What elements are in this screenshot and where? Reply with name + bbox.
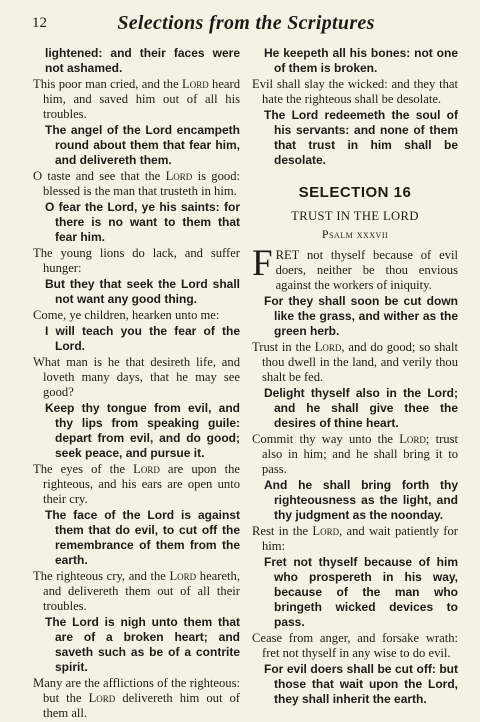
selection-subtitle: TRUST IN THE LORD xyxy=(291,209,419,223)
verse-text: Rest in the xyxy=(252,524,313,538)
response-verse: For they shall soon be cut down like the grass, and wither as the green herb. xyxy=(264,294,458,338)
verse-text: Come, ye children, hearken unto me: xyxy=(33,308,220,322)
leader-verse xyxy=(33,355,240,400)
response-verse: O fear the Lord, ye his saints: for there is no want to them that fear him. xyxy=(45,200,240,244)
verse-text: are upon the righteous, and his ears are open unto their cry. xyxy=(43,462,240,506)
verse-text: What man is he that desireth life, and loveth many days, that he may see good? xyxy=(33,355,240,399)
leader-verse xyxy=(33,246,240,276)
verse-text: The righteous cry, and the xyxy=(33,569,170,583)
response-verse: For evil doers shall be cut off: but those that wait upon the Lord, they shall inherit the earth. xyxy=(264,662,458,706)
response-verse: He keepeth all his bones: not one of them is broken. xyxy=(264,46,458,75)
response-verse: The face of the Lord is against them that do evil, to cut off the remembrance of them from the earth. xyxy=(45,508,240,567)
response-verse: lightened: and their faces were not ashamed. xyxy=(45,46,240,75)
leader-verse xyxy=(252,340,458,385)
verse-text: , and do good; so shalt thou dwell in the land, and verily thou shalt be fed. xyxy=(262,340,458,384)
response-verse: Delight thyself also in the Lord; and he shall give thee the desires of thine heart. xyxy=(264,386,458,430)
selection-psalm: Psalm xxxvii xyxy=(321,227,389,241)
verse-text: Trust in the xyxy=(252,340,315,354)
leader-verse xyxy=(252,631,458,661)
response-verse: The Lord redeemeth the soul of his servants: and none of them that trust in him shall be desolate. xyxy=(264,108,458,167)
leader-verse xyxy=(33,169,240,199)
small-caps-lord: Lord xyxy=(314,340,342,354)
small-caps-lord: Lord xyxy=(133,462,160,476)
page-header xyxy=(32,12,460,38)
left-verse-list xyxy=(33,46,240,721)
verse-text: Cease from anger, and forsake wrath: fret not thyself in any wise to do evil. xyxy=(252,631,458,660)
verse-text: heard him, and saved him out of all his troubles. xyxy=(43,77,240,121)
right-verse-list-bottom xyxy=(252,243,458,707)
selection-heading: SELECTION 16 xyxy=(298,184,412,201)
small-caps-lord: Lord xyxy=(88,691,116,705)
small-caps-lord: Lord xyxy=(399,432,426,446)
response-verse: And he shall bring forth thy righteousness as the light, and thy judgment as the noonday. xyxy=(264,478,458,522)
verse-text: ; trust also in him; and he shall bring it to pass. xyxy=(262,432,458,476)
response-verse: The Lord is nigh unto them that are of a broken heart; and saveth such as be of a contrite spirit. xyxy=(45,615,240,674)
leader-verse xyxy=(252,243,458,293)
page-number: 12 xyxy=(32,15,47,31)
left-column xyxy=(33,46,240,722)
right-verse-list-top xyxy=(252,46,458,168)
verse-text: Evil shall slay the wicked: and they that hate the righteous shall be desolate. xyxy=(252,77,458,106)
response-verse: Keep thy tongue from evil, and thy lips from speaking guile: depart from evil, and do good; seek peace, and pursue it. xyxy=(45,401,240,460)
leader-verse xyxy=(252,524,458,554)
small-caps-lord: Lord xyxy=(312,524,340,538)
verse-text: delivereth him out of them all. xyxy=(43,691,240,720)
right-column xyxy=(252,46,458,708)
verse-text: Many are the afflictions of the righteous: but the xyxy=(33,676,240,705)
leader-verse xyxy=(33,462,240,507)
leader-verse xyxy=(33,308,240,323)
running-title: Selections from the Scriptures xyxy=(117,12,375,34)
leader-verse xyxy=(33,77,240,122)
verse-text: The young lions do lack, and suffer hunger: xyxy=(33,246,240,275)
small-caps-lord: Lord xyxy=(182,77,209,91)
drop-cap: F xyxy=(252,243,273,284)
response-verse: The angel of the Lord encampeth round about them that fear him, and delivereth them. xyxy=(45,123,240,167)
verse-text: The eyes of the xyxy=(33,462,134,476)
leader-verse xyxy=(252,77,458,107)
small-caps-lord: Lord xyxy=(169,569,197,583)
verse-text: RET not thyself because of evil doers, neither be thou envious against the workers of iniquity. xyxy=(275,248,458,292)
verse-text: , and wait patiently for him: xyxy=(262,524,458,553)
small-caps-lord: Lord xyxy=(165,169,193,183)
verse-text: Commit thy way unto the xyxy=(252,432,400,446)
response-verse: I will teach you the fear of the Lord. xyxy=(45,324,240,353)
verse-text: is good: blessed is the man that trusteth in him. xyxy=(43,169,240,198)
verse-text: This poor man cried, and the xyxy=(33,77,182,91)
leader-verse xyxy=(33,676,240,721)
verse-text: heareth, and delivereth them out of all their troubles. xyxy=(43,569,241,613)
leader-verse xyxy=(33,569,240,614)
leader-verse xyxy=(252,432,458,477)
response-verse: Fret not thyself because of him who prospereth in his way, because of the man who bringeth wicked devices to pass. xyxy=(264,555,458,629)
response-verse: But they that seek the Lord shall not want any good thing. xyxy=(45,277,240,306)
verse-text: O taste and see that the xyxy=(33,169,166,183)
